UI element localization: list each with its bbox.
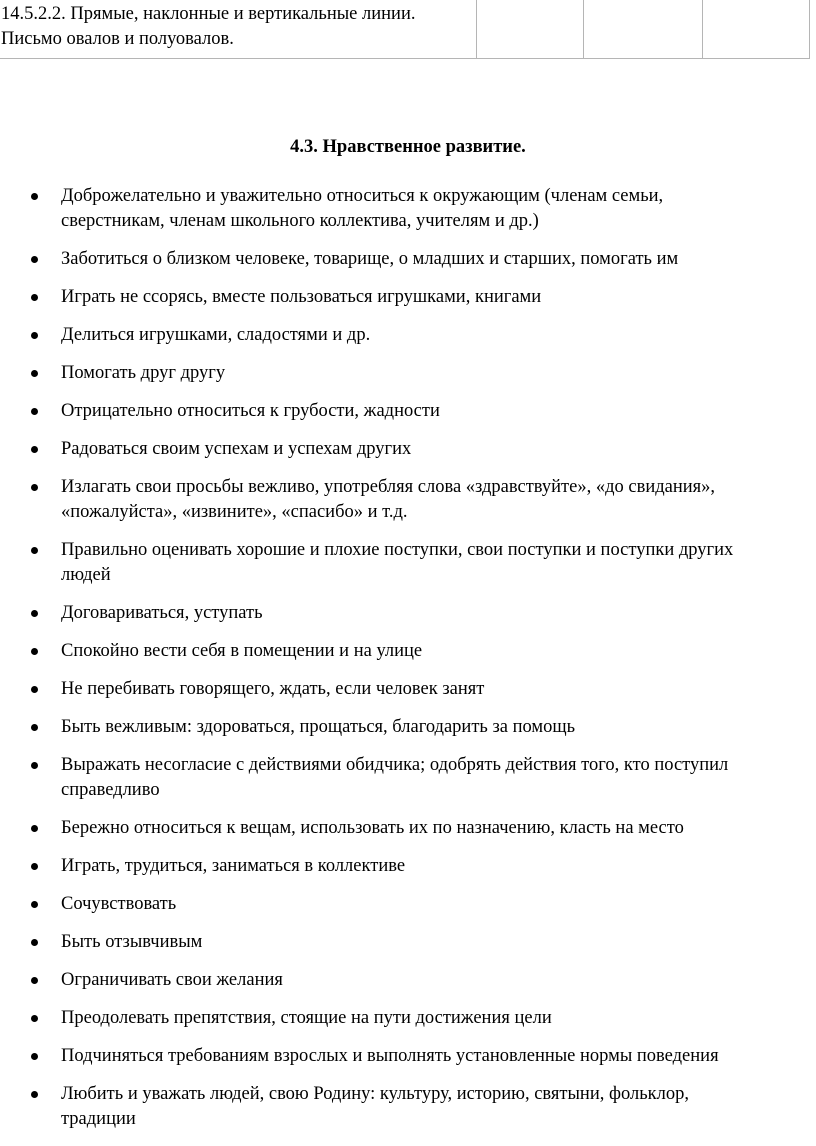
table-cell-empty xyxy=(703,0,810,59)
bullet-icon xyxy=(31,724,38,731)
table-cell-empty xyxy=(584,0,703,59)
list-item-text: Спокойно вести себя в помещении и на улице xyxy=(61,641,423,661)
list-item xyxy=(0,323,816,348)
list-item xyxy=(0,399,816,424)
bullet-icon xyxy=(31,648,38,655)
list-item-text: традиции xyxy=(61,1109,136,1129)
list-item xyxy=(0,1006,816,1031)
bullet-icon xyxy=(31,1053,38,1060)
list-item-text: Подчиняться требованиям взрослых и выполнять установленные нормы поведения xyxy=(61,1046,719,1066)
bullet-list xyxy=(0,184,816,1145)
bullet-icon xyxy=(31,901,38,908)
list-item-text: Быть отзывчивым xyxy=(61,932,203,952)
list-item xyxy=(0,538,816,588)
list-item-text: Радоваться своим успехам и успехам других xyxy=(61,439,412,459)
bullet-icon xyxy=(31,863,38,870)
topic-line: Письмо овалов и полуовалов. xyxy=(1,29,234,49)
list-item-text: Сочувствовать xyxy=(61,894,177,914)
list-item-text: справедливо xyxy=(61,780,160,800)
section-title: 4.3. Нравственное развитие. xyxy=(290,137,526,157)
list-item xyxy=(0,1044,816,1069)
list-item xyxy=(0,601,816,626)
list-item-text: людей xyxy=(61,565,111,585)
list-item-text: Заботиться о близком человеке, товарище, о младших и старших, помогать им xyxy=(61,249,679,269)
list-item-text: Делиться игрушками, сладостями и др. xyxy=(61,325,371,345)
list-item-text: Играть, трудиться, заниматься в коллективе xyxy=(61,856,406,876)
list-item-text: Помогать друг другу xyxy=(61,363,226,383)
list-item-text: Преодолевать препятствия, стоящие на пути достижения цели xyxy=(61,1008,552,1028)
list-item xyxy=(0,285,816,310)
list-item-text: Излагать свои просьбы вежливо, употребляя слова «здравствуйте», «до свидания», xyxy=(61,477,716,497)
bullet-icon xyxy=(31,446,38,453)
bullet-icon xyxy=(31,1091,38,1098)
list-item xyxy=(0,816,816,841)
bullet-icon xyxy=(31,332,38,339)
list-item-text: Играть не ссорясь, вместе пользоваться игрушками, книгами xyxy=(61,287,542,307)
list-item-text: Ограничивать свои желания xyxy=(61,970,283,990)
bullet-icon xyxy=(31,193,38,200)
table-cell-topic xyxy=(0,0,477,59)
list-item xyxy=(0,475,816,525)
bullet-icon xyxy=(31,484,38,491)
list-item xyxy=(0,247,816,272)
bullet-icon xyxy=(31,294,38,301)
list-item-text: Быть вежливым: здороваться, прощаться, благодарить за помощь xyxy=(61,717,576,737)
curriculum-table xyxy=(0,0,810,59)
bullet-icon xyxy=(31,939,38,946)
list-item xyxy=(0,854,816,879)
list-item xyxy=(0,361,816,386)
list-item xyxy=(0,715,816,740)
list-item-text: Бережно относиться к вещам, использовать их по назначению, класть на место xyxy=(61,818,684,838)
bullet-icon xyxy=(31,762,38,769)
bullet-icon xyxy=(31,256,38,263)
bullet-icon xyxy=(31,547,38,554)
list-item-text: Доброжелательно и уважительно относиться к окружающим (членам семьи, xyxy=(61,186,664,206)
list-item-text: «пожалуйста», «извините», «спасибо» и т.д. xyxy=(61,502,408,522)
bullet-icon xyxy=(31,977,38,984)
table-row xyxy=(0,0,810,59)
list-item-text: Выражать несогласие с действиями обидчика; одобрять действия того, кто поступил xyxy=(61,755,729,775)
list-item xyxy=(0,437,816,462)
list-item xyxy=(0,184,816,234)
bullet-icon xyxy=(31,1015,38,1022)
list-item-text: Правильно оценивать хорошие и плохие поступки, свои поступки и поступки других xyxy=(61,540,734,560)
list-item xyxy=(0,968,816,993)
bullet-icon xyxy=(31,610,38,617)
topic-line: 14.5.2.2. Прямые, наклонные и вертикальные линии. xyxy=(1,4,416,24)
list-item xyxy=(0,1082,816,1132)
list-item xyxy=(0,753,816,803)
list-item-text: Любить и уважать людей, свою Родину: культуру, историю, святыни, фольклор, xyxy=(61,1084,689,1104)
list-item-text: Договариваться, уступать xyxy=(61,603,263,623)
list-item xyxy=(0,639,816,664)
list-item xyxy=(0,892,816,917)
list-item-text: Не перебивать говорящего, ждать, если человек занят xyxy=(61,679,485,699)
list-item-text: Отрицательно относиться к грубости, жадности xyxy=(61,401,440,421)
list-item-text: сверстникам, членам школьного коллектива, учителям и др.) xyxy=(61,211,539,231)
list-item xyxy=(0,930,816,955)
bullet-icon xyxy=(31,686,38,693)
bullet-icon xyxy=(31,825,38,832)
table-cell-empty xyxy=(477,0,584,59)
bullet-icon xyxy=(31,408,38,415)
list-item xyxy=(0,677,816,702)
bullet-icon xyxy=(31,370,38,377)
